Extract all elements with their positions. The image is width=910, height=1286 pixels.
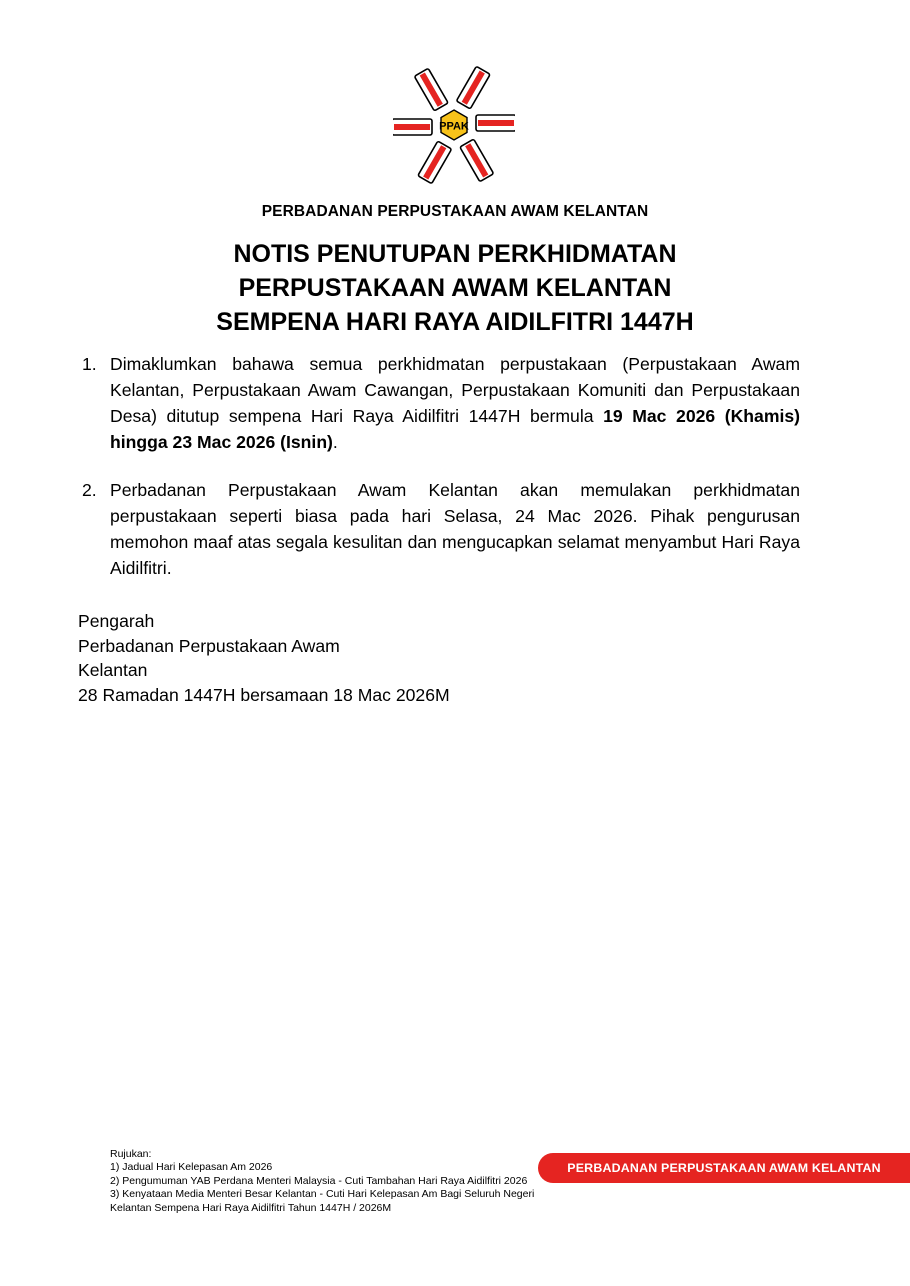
signoff-org: Perbadanan Perpustakaan Awam [78,635,340,656]
item-number: 1. [82,354,97,374]
title-line: PERPUSTAKAAN AWAM KELANTAN [238,274,672,302]
signoff-block [78,609,450,707]
notice-title [0,237,910,339]
ppak-logo [393,62,515,188]
logo-bar [460,139,494,182]
notice-item [78,477,800,581]
reference-item: 3) Kenyataan Media Menteri Besar Kelantan - Cuti Hari Kelepasan Am Bagi Seluruh Negeri Kelantan Sempena Hari Raya Aidilfitri Tahun 1447H / 2026M [110,1188,535,1214]
organization-heading: PERBADANAN PERPUSTAKAAN AWAM KELANTAN [261,203,649,220]
closure-dates: 19 Mac 2026 (Khamis) hingga 23 Mac 2026 (Isnin) [110,406,801,452]
footer-banner: PERBADANAN PERPUSTAKAAN AWAM KELANTAN [538,1153,910,1183]
logo-text: PPAK [439,120,469,133]
notice-item [78,351,800,455]
references-heading: Rujukan: [110,1148,152,1160]
logo-bar [469,98,515,149]
signoff-date: 28 Ramadan 1447H bersamaan 18 Mac 2026M [78,684,450,705]
item-text-end: . [332,432,338,452]
item-text-regular: Dimaklumkan bahawa semua perkhidmatan perpustakaan (Perpustakaan Awam Kelantan, Perpustakaan Awam Cawangan, Perpustakaan Komuniti dan Perpustakaan Desa) ditutup sempena Hari Raya Aidilfitri 1447H bermula [110,354,800,426]
title-line: SEMPENA HARI RAYA AIDILFITRI 1447H [216,308,694,336]
logo-bar [393,102,439,153]
item-text: Perbadanan Perpustakaan Awam Kelantan akan memulakan perkhidmatan perpustakaan seperti biasa pada hari Selasa, 24 Mac 2026. Pihak pengurusan memohon maaf atas segala kesulitan dan mengucapkan selamat menyambut Hari Raya Aidilfitri. [110,480,800,578]
item-text [110,351,800,455]
title-line: NOTIS PENUTUPAN PERKHIDMATAN [233,240,677,268]
notice-items [78,351,800,581]
signoff-state: Kelantan [78,660,148,680]
reference-item: 2) Pengumuman YAB Perdana Menteri Malaysia - Cuti Tambahan Hari Raya Aidilfitri 2026 [110,1174,528,1187]
reference-item: 1) Jadual Hari Kelepasan Am 2026 [110,1161,273,1174]
logo-bar [408,137,462,188]
logo-bar [446,62,500,113]
references [110,1148,570,1215]
signoff-title: Pengarah [78,611,155,631]
item-number: 2. [82,480,97,500]
logo-bar [414,68,448,111]
